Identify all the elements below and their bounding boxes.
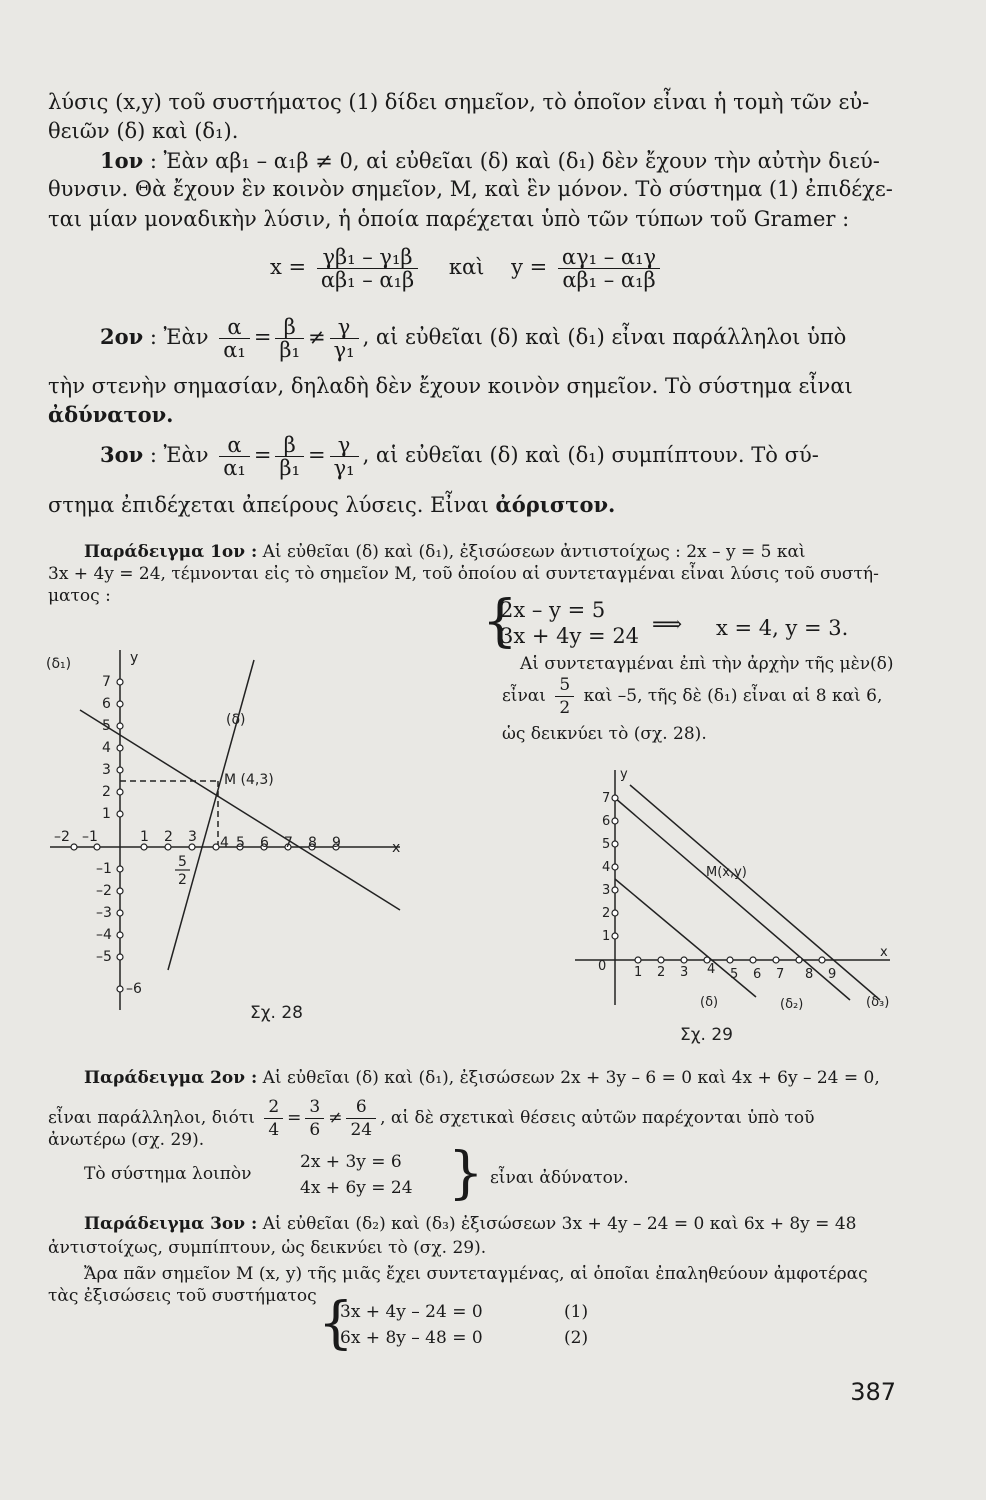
y-numerator: αγ₁ – α₁γ	[558, 246, 660, 269]
den: γ₁	[333, 456, 355, 480]
fig28-x-label: x	[392, 840, 401, 856]
intro-line-2: θειῶν (δ) καὶ (δ₁).	[48, 119, 239, 143]
case2-line-2: τὴν στενὴν σημασίαν, δηλαδὴ δὲν ἔχουν κοινὸν σημεῖον. Τὸ σύστημα εἶναι	[48, 374, 853, 398]
tick: 1	[634, 965, 643, 980]
y-tick	[117, 789, 123, 795]
page-number: 387	[850, 1378, 896, 1406]
case1-line-1	[100, 146, 880, 176]
text: εἶναι	[502, 686, 546, 706]
tick: –2	[54, 829, 70, 845]
num: α	[219, 434, 250, 457]
x-tick	[819, 957, 825, 963]
den: γ₁	[333, 338, 355, 362]
tick: 1	[602, 929, 611, 944]
fig29-y-label: y	[620, 767, 628, 782]
case3-frac-b	[275, 434, 304, 479]
neq-sign: ≠	[328, 1108, 343, 1128]
case2-frac-b	[275, 316, 304, 361]
tick: –3	[96, 905, 112, 921]
tick: –4	[96, 927, 112, 943]
den: α₁	[223, 338, 246, 362]
example3-brace: {	[318, 1291, 354, 1356]
y-tick	[117, 811, 123, 817]
fig29-point-label: Μ(x,y)	[706, 865, 747, 880]
example3-line-2: ἀντιστοίχως, συμπίπτουν, ὡς δεικνύει τὸ (σχ. 29).	[48, 1238, 487, 1258]
example3-line-3: Ἄρα πᾶν σημεῖον Μ (x, y) τῆς μιᾶς ἔχει συντεταγμένας, αἱ ὁποῖαι ἐπαληθεύουν ἀμφοτέρας	[84, 1264, 868, 1284]
tick: 1	[102, 806, 111, 822]
x-tick	[71, 844, 77, 850]
num: β	[275, 434, 304, 457]
case3-rest: , αἱ εὐθεῖαι (δ) καὶ (δ₁) συμπίπτουν. Τὸ σύ-	[362, 443, 819, 467]
tick: 9	[828, 967, 837, 982]
case1-line-3: ται μίαν μοναδικὴν λύσιν, ἡ ὁποία παρέχεται ὑπὸ τῶν τύπων τοῦ Gramer :	[48, 207, 850, 231]
case1-line-2: θυνσιν. Θὰ ἔχουν ἓν κοινὸν σημεῖον, Μ, καὶ ἓν μόνον. Τὸ σύστημα (1) ἐπιδέχε-	[48, 177, 893, 201]
num: 6	[346, 1096, 376, 1119]
y-tick	[612, 910, 618, 916]
y-fraction	[558, 246, 660, 291]
tick: 5	[730, 967, 739, 982]
example2-text: Αἱ εὐθεῖαι (δ) καὶ (δ₁), ἐξισώσεων 2x + 3y – 6 = 0 καὶ 4x + 6y – 24 = 0,	[262, 1068, 880, 1088]
neq-sign: ≠	[307, 325, 326, 349]
x-tick	[681, 957, 687, 963]
fig29-d3-label: (δ₃)	[866, 995, 890, 1010]
num: γ	[330, 434, 359, 457]
tick: 4	[220, 835, 229, 851]
example1-text: Αἱ εὐθεῖαι (δ) καὶ (δ₁), ἐξισώσεων ἀντιστοίχως : 2x – y = 5 καὶ	[262, 542, 806, 562]
x-tick	[750, 957, 756, 963]
example1-line-2: 3x + 4y = 24, τέμνονται εἰς τὸ σημεῖον Μ, τοῦ ὁποίου αἱ συντεταγμέναι εἶναι λύσις τοῦ συστή-	[48, 564, 879, 584]
case3-line-1	[100, 434, 819, 479]
example2-label: Παράδειγμα 2ον :	[84, 1068, 258, 1088]
eq-sign: =	[253, 443, 272, 467]
example2-system-intro: Τὸ σύστημα λοιπὸν	[84, 1164, 252, 1184]
example3-eq2-tag: (2)	[564, 1328, 589, 1348]
case1-label: 1ον	[100, 148, 144, 173]
y-tick	[117, 767, 123, 773]
line-delta1	[80, 710, 400, 910]
fig28-d1-label: (δ₁)	[46, 656, 72, 672]
x-lhs: x =	[270, 255, 307, 279]
fig28-caption: Σχ. 28	[250, 1003, 304, 1023]
y-tick	[612, 933, 618, 939]
y-tick	[117, 888, 123, 894]
den: α₁	[223, 456, 246, 480]
y-tick	[117, 954, 123, 960]
case2-rest: , αἱ εὐθεῖαι (δ) καὶ (δ₁) εἶναι παράλληλοι ὑπὸ	[362, 325, 847, 349]
case3-line-2	[48, 490, 615, 520]
num: 3	[305, 1096, 324, 1119]
example2-conclusion: εἶναι ἀδύνατον.	[490, 1168, 629, 1188]
system1-eq2: 3x + 4y = 24	[500, 624, 640, 648]
y-tick	[612, 887, 618, 893]
five-halves	[555, 674, 574, 719]
tick: –6	[126, 981, 142, 997]
tick: 2	[102, 784, 111, 800]
example3-line-4: τὰς ἐξισώσεις τοῦ συστήματος	[48, 1286, 317, 1306]
tick: –1	[96, 861, 112, 877]
tick: 2	[602, 906, 611, 921]
tick: 1	[140, 829, 149, 845]
example1-text-2	[502, 674, 882, 719]
tick: 2	[657, 965, 666, 980]
example2-line-1	[84, 1066, 880, 1091]
fig28-frac-num: 5	[178, 854, 187, 870]
tick: 6	[260, 835, 269, 851]
system1-eq1: 2x – y = 5	[500, 598, 606, 622]
fig29-d-label: (δ)	[700, 995, 719, 1010]
example1-text-1: Αἱ συντεταγμέναι ἐπὶ τὴν ἀρχὴν τῆς μὲν(δ)	[520, 654, 894, 674]
example3-eq1: 3x + 4y – 24 = 0	[340, 1302, 483, 1322]
den: β₁	[279, 456, 300, 480]
tick: 4	[102, 740, 111, 756]
frac	[346, 1096, 376, 1141]
tick: –5	[96, 949, 112, 965]
den: β₁	[279, 338, 300, 362]
x-tick	[635, 957, 641, 963]
y-denominator: αβ₁ – α₁β	[562, 268, 656, 292]
example3-label: Παράδειγμα 3ον :	[84, 1214, 258, 1234]
den: 4	[268, 1120, 280, 1140]
example3-line-1	[84, 1212, 856, 1237]
example2-line-3: ἀνωτέρω (σχ. 29).	[48, 1130, 205, 1150]
case2-if: : Ἐὰν	[149, 325, 209, 349]
tick: 2	[164, 829, 173, 845]
tick: 3	[680, 965, 689, 980]
x-fraction	[317, 246, 418, 291]
x-tick	[213, 844, 219, 850]
den: 2	[559, 698, 571, 718]
example2-eq1: 2x + 3y = 6	[300, 1152, 402, 1172]
y-tick	[117, 932, 123, 938]
eq-sign: =	[307, 443, 326, 467]
tick: 4	[707, 962, 716, 977]
tick: 6	[602, 814, 611, 829]
example1-label: Παράδειγμα 1ον :	[84, 542, 258, 562]
text: , αἱ δὲ σχετικαὶ θέσεις αὐτῶν παρέχονται ὑπὸ τοῦ	[380, 1108, 815, 1128]
num: γ	[330, 316, 359, 339]
tick: –1	[82, 829, 98, 845]
system1-result: x = 4, y = 3.	[716, 616, 849, 640]
tick: 5	[236, 835, 245, 851]
fig29-d2-label: (δ₂)	[780, 997, 804, 1012]
y-tick	[117, 745, 123, 751]
x-numerator: γβ₁ – γ₁β	[317, 246, 418, 269]
case2-line-1	[100, 316, 846, 361]
case3-bold-word: ἀόριστον.	[495, 492, 616, 517]
tick: 3	[602, 883, 611, 898]
case2-frac-a	[219, 316, 250, 361]
y-tick	[117, 986, 123, 992]
x-tick	[773, 957, 779, 963]
tick: 7	[602, 791, 611, 806]
y-tick	[612, 795, 618, 801]
figure-28	[40, 640, 420, 1030]
case1-text: : Ἐὰν αβ₁ – α₁β ≠ 0, αἱ εὐθεῖαι (δ) καὶ (δ₁) δὲν ἔχουν τὴν αὐτὴν διεύ-	[149, 149, 880, 173]
frac	[264, 1096, 283, 1141]
den: 24	[350, 1120, 373, 1140]
tick: 7	[776, 967, 785, 982]
y-lhs: y =	[511, 255, 548, 279]
tick: 9	[332, 835, 341, 851]
case3-text: στημα ἐπιδέχεται ἀπείρους λύσεις. Εἶναι	[48, 493, 496, 517]
example3-text: Αἱ εὐθεῖαι (δ₂) καὶ (δ₃) ἐξισώσεων 3x + 4y – 24 = 0 καὶ 6x + 8y = 48	[262, 1214, 857, 1234]
example2-eq2: 4x + 6y = 24	[300, 1178, 413, 1198]
fig28-point-label: Μ (4,3)	[224, 772, 274, 788]
y-tick	[117, 701, 123, 707]
text: εἶναι παράλληλοι, διότι	[48, 1108, 255, 1128]
den: 6	[309, 1120, 321, 1140]
y-tick	[117, 866, 123, 872]
case2-line-3: ἀδύνατον.	[48, 402, 174, 427]
implies-arrow: ⟹	[652, 612, 683, 636]
case3-label: 3ον	[100, 442, 144, 467]
tick: 8	[308, 835, 317, 851]
fig29-origin: 0	[598, 959, 607, 974]
fig29-x-label: x	[880, 945, 888, 960]
case2-label: 2ον	[100, 324, 144, 349]
intro-line-1: λύσις (x,y) τοῦ συστήματος (1) δίδει σημεῖον, τὸ ὁποῖον εἶναι ἡ τομὴ τῶν εὐ-	[48, 90, 870, 114]
eq-sign: =	[287, 1108, 302, 1128]
eq-sign: =	[253, 325, 272, 349]
tick: 4	[602, 860, 611, 875]
and-word: καὶ	[448, 255, 485, 279]
case3-frac-a	[219, 434, 250, 479]
y-tick	[117, 723, 123, 729]
x-tick	[727, 957, 733, 963]
num: 2	[264, 1096, 283, 1119]
frac	[305, 1096, 324, 1141]
y-tick	[612, 841, 618, 847]
fig28-frac-den: 2	[178, 872, 187, 888]
tick: 6	[753, 967, 762, 982]
case3-if: : Ἐὰν	[149, 443, 209, 467]
case3-frac-c	[330, 434, 359, 479]
example1-text-3: ὡς δεικνύει τὸ (σχ. 28).	[502, 724, 707, 744]
case2-frac-c	[330, 316, 359, 361]
num: 5	[555, 674, 574, 697]
tick: 5	[602, 837, 611, 852]
example2-brace: }	[448, 1141, 484, 1206]
cramer-formulas	[270, 246, 664, 291]
line-delta	[168, 660, 254, 970]
figure-29	[570, 760, 910, 1050]
tick: 6	[102, 696, 111, 712]
tick: 7	[284, 835, 293, 851]
y-tick	[612, 864, 618, 870]
example3-eq2: 6x + 8y – 48 = 0	[340, 1328, 483, 1348]
num: α	[219, 316, 250, 339]
y-tick	[117, 679, 123, 685]
example1-line-3: ματος :	[48, 586, 111, 606]
y-tick	[117, 910, 123, 916]
x-denominator: αβ₁ – α₁β	[320, 268, 415, 292]
fig29-caption: Σχ. 29	[680, 1025, 734, 1045]
x-tick	[796, 957, 802, 963]
tick: 8	[805, 967, 814, 982]
tick: 3	[102, 762, 111, 778]
x-tick	[658, 957, 664, 963]
example3-eq1-tag: (1)	[564, 1302, 589, 1322]
tick: –2	[96, 883, 112, 899]
tick: 7	[102, 674, 111, 690]
fig28-y-label: y	[130, 650, 139, 666]
text: καὶ –5, τῆς δὲ (δ₁) εἶναι αἱ 8 καὶ 6,	[583, 686, 883, 706]
tick: 5	[102, 718, 111, 734]
fig28-d-label: (δ)	[226, 712, 246, 728]
num: β	[275, 316, 304, 339]
y-tick	[612, 818, 618, 824]
tick: 3	[188, 829, 197, 845]
system1-brace: {	[482, 589, 518, 654]
